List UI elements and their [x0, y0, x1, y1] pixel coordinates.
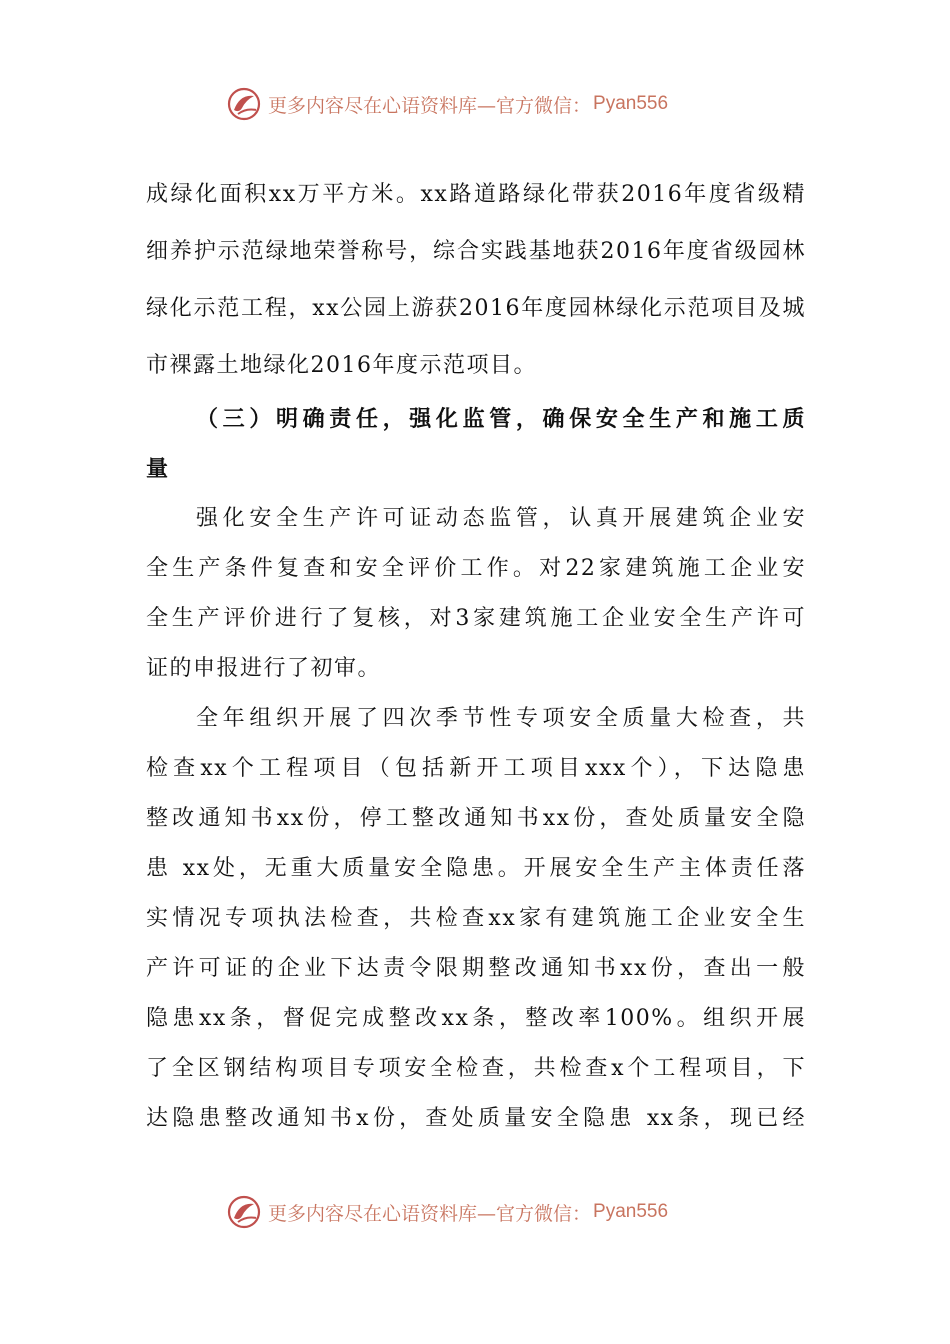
watermark-logo-icon	[226, 86, 262, 122]
text-line: 达隐患整改通知书x份，查处质量安全隐患 xx条，现已经	[146, 1106, 806, 1131]
watermark-logo-icon	[226, 1194, 262, 1230]
text-line: 全生产条件复查和安全评价工作。对22家建筑施工企业安	[146, 556, 806, 581]
text-line: 隐患xx条，督促完成整改xx条，整改率100%。组织开展	[146, 1006, 806, 1031]
text-line: 检查xx个工程项目（包括新开工项目xxx个），下达隐患	[146, 756, 806, 781]
text-line: 整改通知书xx份，停工整改通知书xx份，查处质量安全隐	[146, 806, 806, 831]
watermark-text: 更多内容尽在心语资料库—官方微信：	[268, 94, 592, 117]
section-heading-continued: 量	[146, 456, 170, 482]
watermark-wechat-id: Pyan556	[593, 93, 669, 114]
text-line: 证的申报进行了初审。	[146, 656, 382, 681]
text-line: 实情况专项执法检查，共检查xx家有建筑施工企业安全生	[146, 906, 806, 931]
watermark-wechat-id: Pyan556	[593, 1201, 669, 1222]
text-line: 市裸露土地绿化2016年度示范项目。	[146, 353, 537, 378]
text-line: 患 xx处，无重大质量安全隐患。开展安全生产主体责任落	[146, 856, 806, 881]
text-line: 细养护示范绿地荣誉称号，综合实践基地获2016年度省级园林	[146, 239, 806, 264]
watermark-footer	[226, 1192, 668, 1232]
text-line: 全年组织开展了四次季节性专项安全质量大检查，共	[196, 706, 806, 731]
text-line: 产许可证的企业下达责令限期整改通知书xx份，查出一般	[146, 956, 806, 981]
watermark-header	[226, 84, 668, 124]
text-line: 了全区钢结构项目专项安全检查，共检查x个工程项目，下	[146, 1056, 806, 1081]
text-line: 强化安全生产许可证动态监管，认真开展建筑企业安	[196, 506, 806, 531]
watermark-text: 更多内容尽在心语资料库—官方微信：	[268, 1202, 592, 1225]
section-heading: （三）明确责任，强化监管，确保安全生产和施工质	[196, 406, 806, 432]
text-line: 全生产评价进行了复核，对3家建筑施工企业安全生产许可	[146, 606, 806, 631]
text-line: 成绿化面积xx万平方米。xx路道路绿化带获2016年度省级精	[146, 182, 806, 207]
text-line: 绿化示范工程，xx公园上游获2016年度园林绿化示范项目及城	[146, 296, 806, 321]
